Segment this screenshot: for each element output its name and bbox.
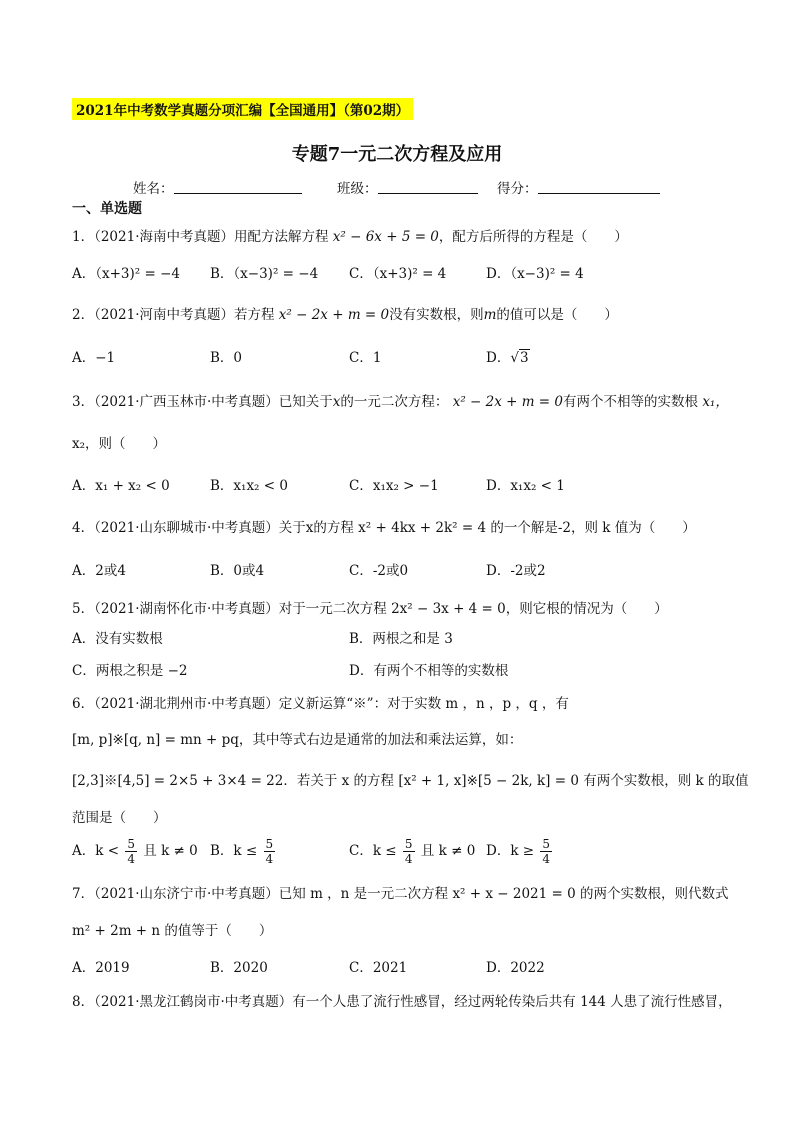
question-6-line-2: [m, p]※[q, n] = mn + pq，其中等式右边是通常的加法和乘法运算，如： [72,732,523,748]
q3-option-d[interactable]: D．x₁x₂ < 1 [486,478,565,494]
name-blank[interactable] [174,181,302,194]
section-heading: 一、单选题 [72,201,142,217]
q1-option-c[interactable]: C．（x+3)² = 4 [349,266,447,282]
question-8: 8．（2021·黑龙江鹤岗市·中考真题）有一个人患了流行性感冒，经过两轮传染后共有 144 人患了流行性感冒， [72,994,732,1010]
name-label: 姓名： [133,181,174,197]
question-2-equation: x² − 2x + m = 0 [278,307,390,323]
q7-option-c[interactable]: C．2021 [349,960,408,976]
q3-option-c[interactable]: C．x₁x₂ > −1 [349,478,439,494]
fraction-denominator: 4 [265,852,274,866]
fraction [264,837,276,866]
question-2-stem-mid: 没有实数根，则 [389,307,484,323]
question-7-line-2: m² + 2m + n 的值等于（ ） [72,923,273,939]
name-field [133,177,302,197]
q3-option-a[interactable]: A．x₁ + x₂ < 0 [72,478,170,494]
q4-option-d[interactable]: D．-2或2 [486,563,546,579]
question-3-root-1: x₁， [702,394,729,410]
q6-option-b[interactable] [210,837,277,866]
score-blank[interactable] [538,181,660,194]
question-7: 7．（2021·山东济宁市·中考真题）已知 m ，n 是一元二次方程 x² + x − 2021 = 0 的两个实数根，则代数式 [72,886,729,902]
q6-option-b-pre: B．k ≤ [210,843,258,859]
question-2-variable: m [483,307,497,323]
question-3 [72,390,729,410]
q4-option-a[interactable]: A．2或4 [72,563,126,579]
fraction-denominator: 4 [542,852,551,866]
q1-option-b[interactable]: B．（x−3)² = −4 [210,266,319,282]
page-title: 专题7一元二次方程及应用 [291,144,503,165]
question-3-equation: x² − 2x + m = 0 [452,394,564,410]
question-2-stem: 2．（2021·河南中考真题）若方程 [72,307,275,323]
question-3-stem-end: 有两个不相等的实数根 [563,394,699,410]
class-field [337,177,478,197]
q7-option-d[interactable]: D．2022 [486,960,545,976]
question-6: 6．（2021·湖北荆州市·中考真题）定义新运算“※”：对于实数 m ，n ，p ，q ，有 [72,696,569,712]
q1-option-d[interactable]: D．（x−3)² = 4 [486,266,584,282]
question-1 [72,225,628,245]
q4-option-b[interactable]: B．0或4 [210,563,265,579]
q2-option-a[interactable]: A．−1 [72,350,116,366]
fraction-numerator: 5 [404,837,413,851]
question-3-stem-mid: 的一元二次方程： [340,394,449,410]
q2-option-b[interactable]: B．0 [210,350,243,366]
fraction [125,837,137,866]
q5-option-a[interactable]: A．没有实数根 [72,631,163,647]
q3-option-b[interactable]: B．x₁x₂ < 0 [210,478,288,494]
question-4: 4．（2021·山东聊城市·中考真题）关于x的方程 x² + 4kx + 2k² = 4 的一个解是-2，则 k 值为（ ） [72,520,696,536]
question-2 [72,303,618,323]
score-field [497,177,660,197]
q4-option-c[interactable]: C．-2或0 [349,563,409,579]
q1-option-a[interactable]: A．（x+3)² = −4 [72,266,180,282]
class-blank[interactable] [378,181,478,194]
score-label: 得分： [497,181,538,197]
q6-option-c-pre: C．k ≤ [349,843,397,859]
q6-option-a[interactable] [72,837,198,866]
sqrt-icon: √ [510,350,519,366]
q7-option-b[interactable]: B．2020 [210,960,268,976]
question-3-stem: 3．（2021·广西玉林市·中考真题）已知关于 [72,394,333,410]
fraction-numerator: 5 [542,837,551,851]
fraction-numerator: 5 [265,837,274,851]
question-2-stem-end: 的值可以是（ ） [496,307,618,323]
q2-option-d-radicand: 3 [519,350,529,366]
fraction-denominator: 4 [404,852,413,866]
fraction-numerator: 5 [127,837,135,851]
q2-option-c[interactable]: C．1 [349,350,382,366]
question-1-equation: x² − 6x + 5 = 0 [332,229,439,245]
fraction [540,837,552,866]
q5-option-d[interactable]: D．有两个不相等的实数根 [349,663,509,679]
q5-option-b[interactable]: B．两根之和是 3 [349,631,453,647]
fraction [403,837,415,866]
question-1-stem: 1．（2021·海南中考真题）用配方法解方程 [72,229,329,245]
fraction-denominator: 4 [127,852,135,866]
q6-option-d-pre: D．k ≥ [486,843,535,859]
series-banner: 2021年中考数学真题分项汇编【全国通用】（第02期） [72,98,413,120]
question-3-variable: x [332,394,341,410]
q6-option-d[interactable] [486,837,554,866]
class-label: 班级： [337,181,378,197]
q6-option-c[interactable] [349,837,475,866]
q2-option-d-label: D． [486,350,511,366]
question-5: 5．（2021·湖南怀化市·中考真题）对于一元二次方程 2x² − 3x + 4 = 0，则它根的情况为（ ） [72,601,668,617]
q5-option-c[interactable]: C．两根之积是 −2 [72,663,188,679]
q6-option-c-post: 且 k ≠ 0 [420,843,476,859]
q7-option-a[interactable]: A．2019 [72,960,130,976]
q6-option-a-post: 且 k ≠ 0 [143,843,198,859]
question-3-line-2: x₂，则（ ） [72,436,167,452]
q2-option-d[interactable] [486,346,530,366]
question-6-line-4: 范围是（ ） [72,810,167,826]
question-1-stem-end: ，配方后所得的方程是（ ） [438,229,628,245]
q6-option-a-pre: A．k < [72,843,120,859]
question-6-line-3: [2,3]※[4,5] = 2×5 + 3×4 = 22．若关于 x 的方程 [x² + 1, x]※[5 − 2k, k] = 0 有两个实数根，则 k 的取值 [72,773,749,789]
